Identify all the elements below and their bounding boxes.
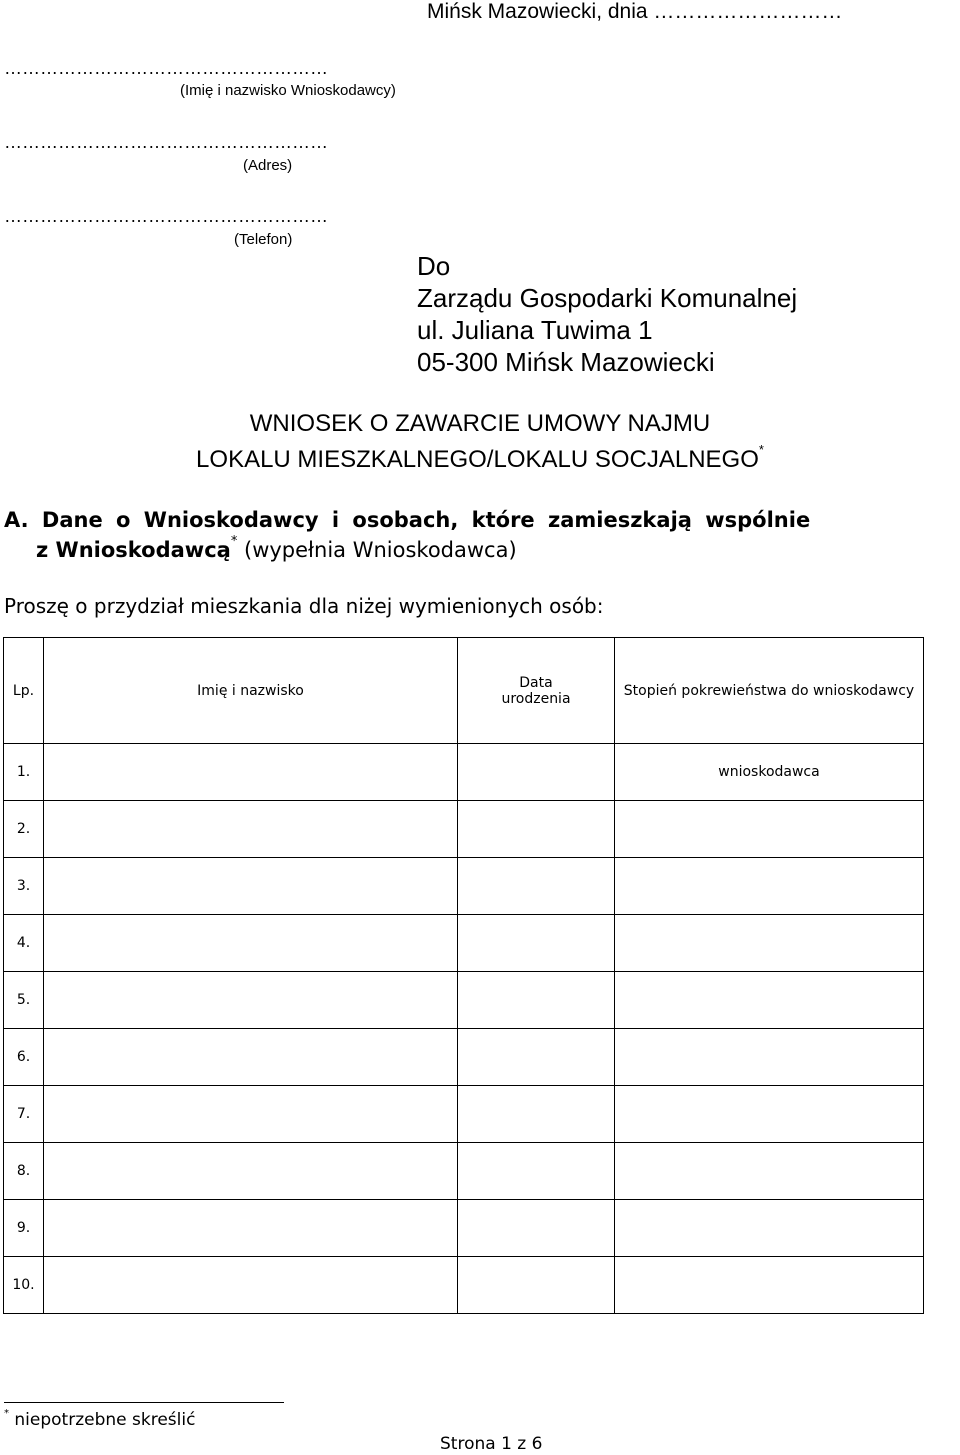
footnote <box>4 1410 195 1430</box>
cell-lp: 2. <box>4 801 44 858</box>
table-row <box>4 915 924 972</box>
header-birth-line-1: Data <box>519 674 553 691</box>
cell-name[interactable] <box>44 1086 458 1143</box>
cell-lp: 7. <box>4 1086 44 1143</box>
table-row <box>4 972 924 1029</box>
cell-lp: 10. <box>4 1257 44 1314</box>
table-row <box>4 858 924 915</box>
title-footnote-marker: * <box>758 442 764 457</box>
place-date-line: Mińsk Mazowiecki, dnia ……………………… <box>427 0 843 23</box>
page-number: Strona 1 z 6 <box>440 1434 543 1454</box>
phone-hint: (Telefon) <box>234 231 293 248</box>
phone-field-line: ……………………………………………… <box>4 206 328 226</box>
cell-birth-date[interactable] <box>458 1257 615 1314</box>
cell-relation[interactable]: wnioskodawca <box>615 744 924 801</box>
header-lp: Lp. <box>4 638 44 744</box>
request-text: Proszę o przydział mieszkania dla niżej wymienionych osób: <box>4 594 604 618</box>
cell-lp: 9. <box>4 1200 44 1257</box>
title-text: LOKALU MIESZKALNEGO/LOKALU SOCJALNEGO <box>196 446 759 473</box>
table-row <box>4 1257 924 1314</box>
cell-relation[interactable] <box>615 801 924 858</box>
recipient-block <box>417 250 797 378</box>
cell-birth-date[interactable] <box>458 858 615 915</box>
table-row <box>4 1143 924 1200</box>
table-row <box>4 1029 924 1086</box>
cell-birth-date[interactable] <box>458 801 615 858</box>
cell-relation[interactable] <box>615 1086 924 1143</box>
cell-relation[interactable] <box>615 972 924 1029</box>
cell-birth-date[interactable] <box>458 1200 615 1257</box>
cell-birth-date[interactable] <box>458 1143 615 1200</box>
cell-lp: 8. <box>4 1143 44 1200</box>
cell-lp: 1. <box>4 744 44 801</box>
cell-name[interactable] <box>44 1257 458 1314</box>
header-birth-date <box>458 638 615 744</box>
cell-name[interactable] <box>44 801 458 858</box>
section-a-heading: A. Dane o Wnioskodawcy i osobach, które zamieszkają wspólnie <box>4 508 811 532</box>
cell-lp: 4. <box>4 915 44 972</box>
cell-birth-date[interactable] <box>458 1029 615 1086</box>
table-row <box>4 1200 924 1257</box>
cell-name[interactable] <box>44 1029 458 1086</box>
persons-table <box>3 637 924 1314</box>
table-row <box>4 1086 924 1143</box>
section-a-rest: (wypełnia Wnioskodawca) <box>237 538 517 562</box>
header-relation: Stopień pokrewieństwa do wnioskodawcy <box>615 638 924 744</box>
cell-name[interactable] <box>44 1143 458 1200</box>
section-a-bold: z Wnioskodawcą <box>36 538 231 562</box>
section-a-footnote-marker: * <box>230 534 238 549</box>
footnote-separator <box>4 1402 284 1403</box>
recipient-line-3: ul. Juliana Tuwima 1 <box>417 315 653 345</box>
cell-lp: 3. <box>4 858 44 915</box>
header-name: Imię i nazwisko <box>44 638 458 744</box>
table-row <box>4 801 924 858</box>
header-birth-line-2: urodzenia <box>501 690 571 707</box>
recipient-line-2: Zarządu Gospodarki Komunalnej <box>417 283 798 313</box>
cell-name[interactable] <box>44 858 458 915</box>
cell-lp: 6. <box>4 1029 44 1086</box>
cell-relation[interactable] <box>615 1143 924 1200</box>
recipient-line-1: Do <box>417 251 451 281</box>
document-title-line-2 <box>0 442 960 474</box>
cell-lp: 5. <box>4 972 44 1029</box>
table-row <box>4 744 924 801</box>
cell-name[interactable] <box>44 972 458 1029</box>
table-header-row <box>4 638 924 744</box>
applicant-name-hint: (Imię i nazwisko Wnioskodawcy) <box>180 82 396 99</box>
cell-birth-date[interactable] <box>458 972 615 1029</box>
cell-birth-date[interactable] <box>458 744 615 801</box>
cell-name[interactable] <box>44 915 458 972</box>
document-title-line-1: WNIOSEK O ZAWARCIE UMOWY NAJMU <box>249 410 711 437</box>
section-a-subline <box>36 534 517 562</box>
footnote-text: niepotrzebne skreślić <box>9 1410 196 1430</box>
cell-relation[interactable] <box>615 1200 924 1257</box>
address-hint: (Adres) <box>243 157 293 174</box>
applicant-name-field-line: ……………………………………………… <box>4 58 328 78</box>
cell-name[interactable] <box>44 744 458 801</box>
footnote-marker: * <box>4 1408 9 1419</box>
address-field-line: ……………………………………………… <box>4 132 328 152</box>
cell-relation[interactable] <box>615 858 924 915</box>
cell-relation[interactable] <box>615 1257 924 1314</box>
cell-relation[interactable] <box>615 915 924 972</box>
cell-birth-date[interactable] <box>458 1086 615 1143</box>
cell-name[interactable] <box>44 1200 458 1257</box>
cell-birth-date[interactable] <box>458 915 615 972</box>
cell-relation[interactable] <box>615 1029 924 1086</box>
recipient-line-4: 05-300 Mińsk Mazowiecki <box>417 347 715 377</box>
